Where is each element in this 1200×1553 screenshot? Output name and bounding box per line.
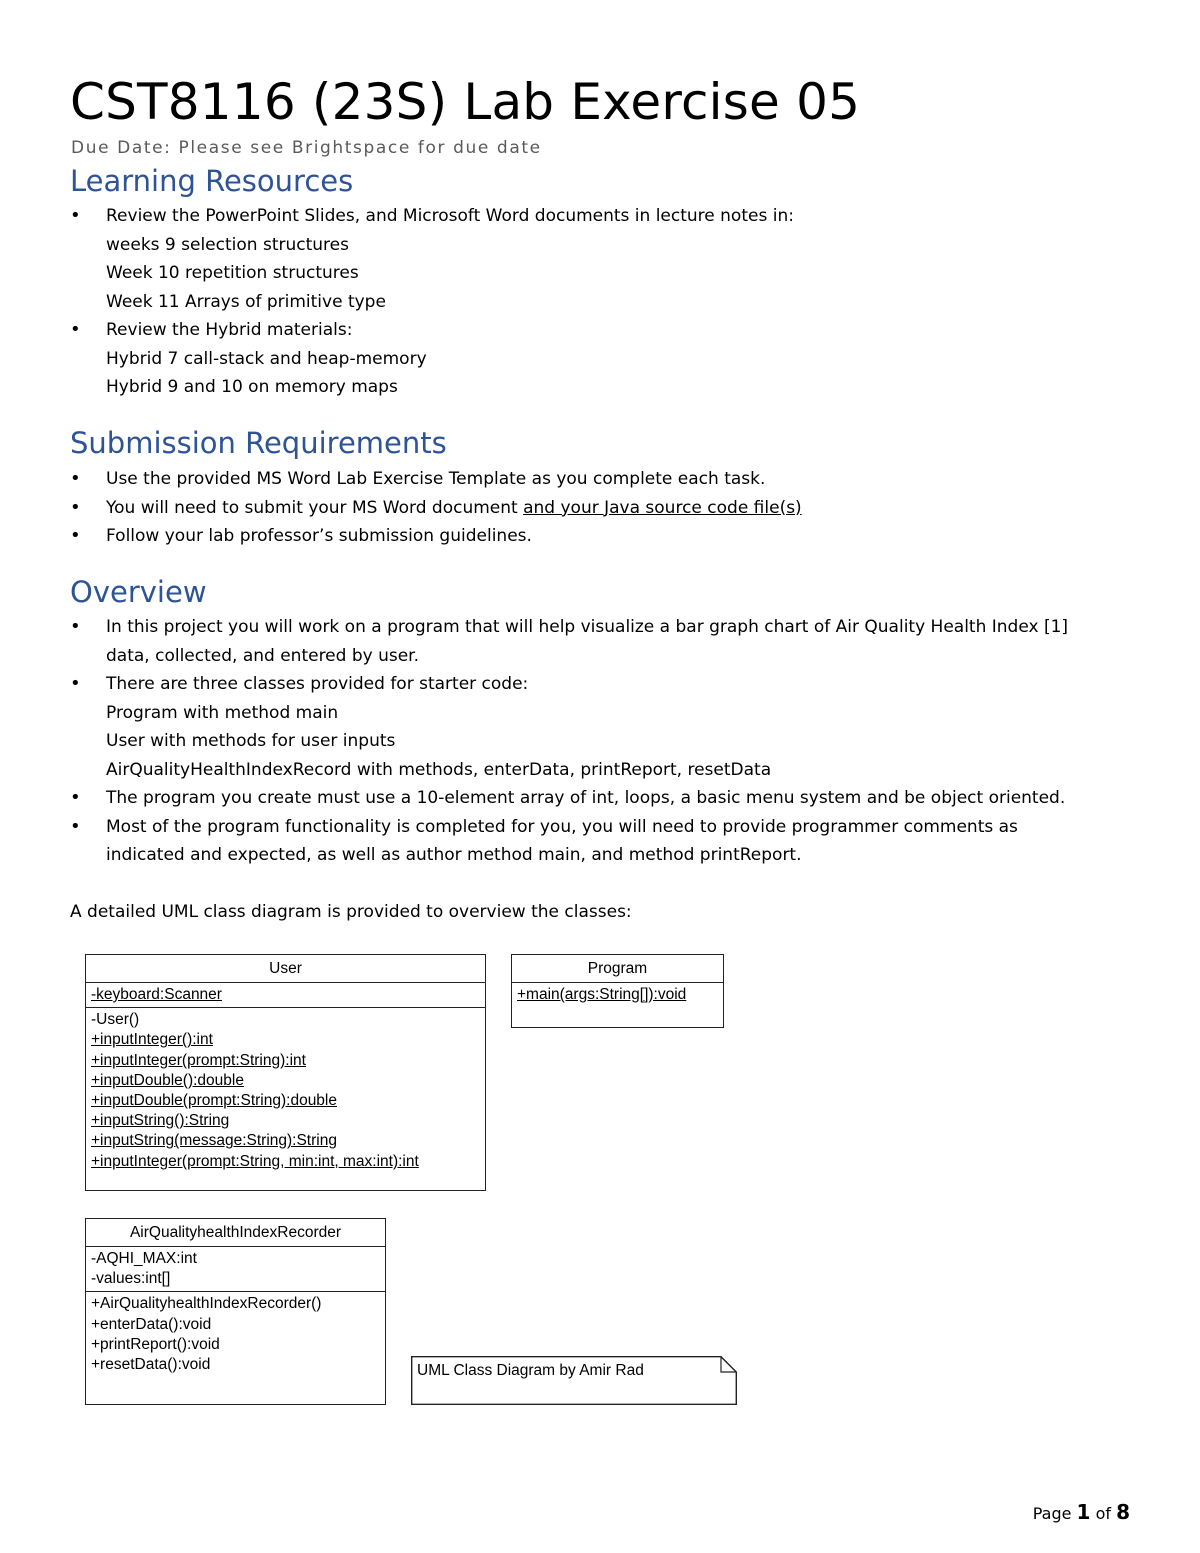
uml-intro: A detailed UML class diagram is provided to overview the classes: — [70, 902, 632, 922]
uml-methods: -User() +inputInteger():int +inputInteger(prompt:String):int +inputDouble():double +inputDouble(prompt:String):double +inputString():String +inputString(message:String):String +inputInteger(prompt:String, min:int, max:int):int — [91, 1011, 419, 1170]
uml-note-text: UML Class Diagram by Amir Rad — [417, 1362, 644, 1379]
uml-note — [411, 1356, 737, 1405]
heading-submission-requirements: Submission Requirements — [70, 426, 447, 460]
heading-learning-resources: Learning Resources — [70, 164, 354, 198]
uml-class-name: Program — [512, 955, 723, 983]
list-item: • Most of the program functionality is completed for you, you will need to provide programmer comments as indicated and expected, as well as author method main, and method printReport. — [70, 813, 1068, 870]
page-number: Page 1 of 8 — [1032, 1500, 1130, 1524]
uml-class-name: User — [86, 955, 485, 983]
list-item: • Follow your lab professor’s submission guidelines. — [70, 522, 802, 551]
submission-list — [70, 465, 802, 551]
document-title: CST8116 (23S) Lab Exercise 05 — [70, 73, 861, 131]
uml-methods: +AirQualityhealthIndexRecorder() +enterData():void +printReport():void +resetData():void — [91, 1295, 322, 1374]
uml-class-name: AirQualityhealthIndexRecorder — [86, 1219, 385, 1247]
overview-list — [70, 613, 1068, 870]
learning-resources-list — [70, 202, 794, 402]
list-item: • In this project you will work on a program that will help visualize a bar graph chart of Air Quality Health Index [1] data, collected, and entered by user. — [70, 613, 1068, 670]
uml-attributes: -keyboard:Scanner — [86, 983, 485, 1008]
list-item: • Review the PowerPoint Slides, and Microsoft Word documents in lecture notes in: weeks 9 selection structures Week 10 repetition structures Week 11 Arrays of primitive type — [70, 202, 794, 316]
list-item: • Use the provided MS Word Lab Exercise Template as you complete each task. — [70, 465, 802, 494]
uml-class-user — [85, 954, 486, 1191]
underlined-text: and your Java source code file(s) — [523, 497, 802, 518]
list-item: • The program you create must use a 10-element array of int, loops, a basic menu system and be object oriented. — [70, 784, 1068, 813]
list-item: • There are three classes provided for starter code: Program with method main User with methods for user inputs AirQualityHealthIndexRecord with methods, enterData, printReport, resetData — [70, 670, 1068, 784]
uml-class-recorder — [85, 1218, 386, 1405]
uml-attributes: -AQHI_MAX:int -values:int[] — [86, 1247, 385, 1292]
list-item: • Review the Hybrid materials: Hybrid 7 call-stack and heap-memory Hybrid 9 and 10 on memory maps — [70, 316, 794, 402]
uml-class-program — [511, 954, 724, 1028]
list-item: • You will need to submit your MS Word document and your Java source code file(s) — [70, 494, 802, 523]
heading-overview: Overview — [70, 575, 207, 609]
uml-methods: +main(args:String[]):void — [517, 986, 687, 1003]
due-date: Due Date: Please see Brightspace for due date — [71, 138, 542, 158]
